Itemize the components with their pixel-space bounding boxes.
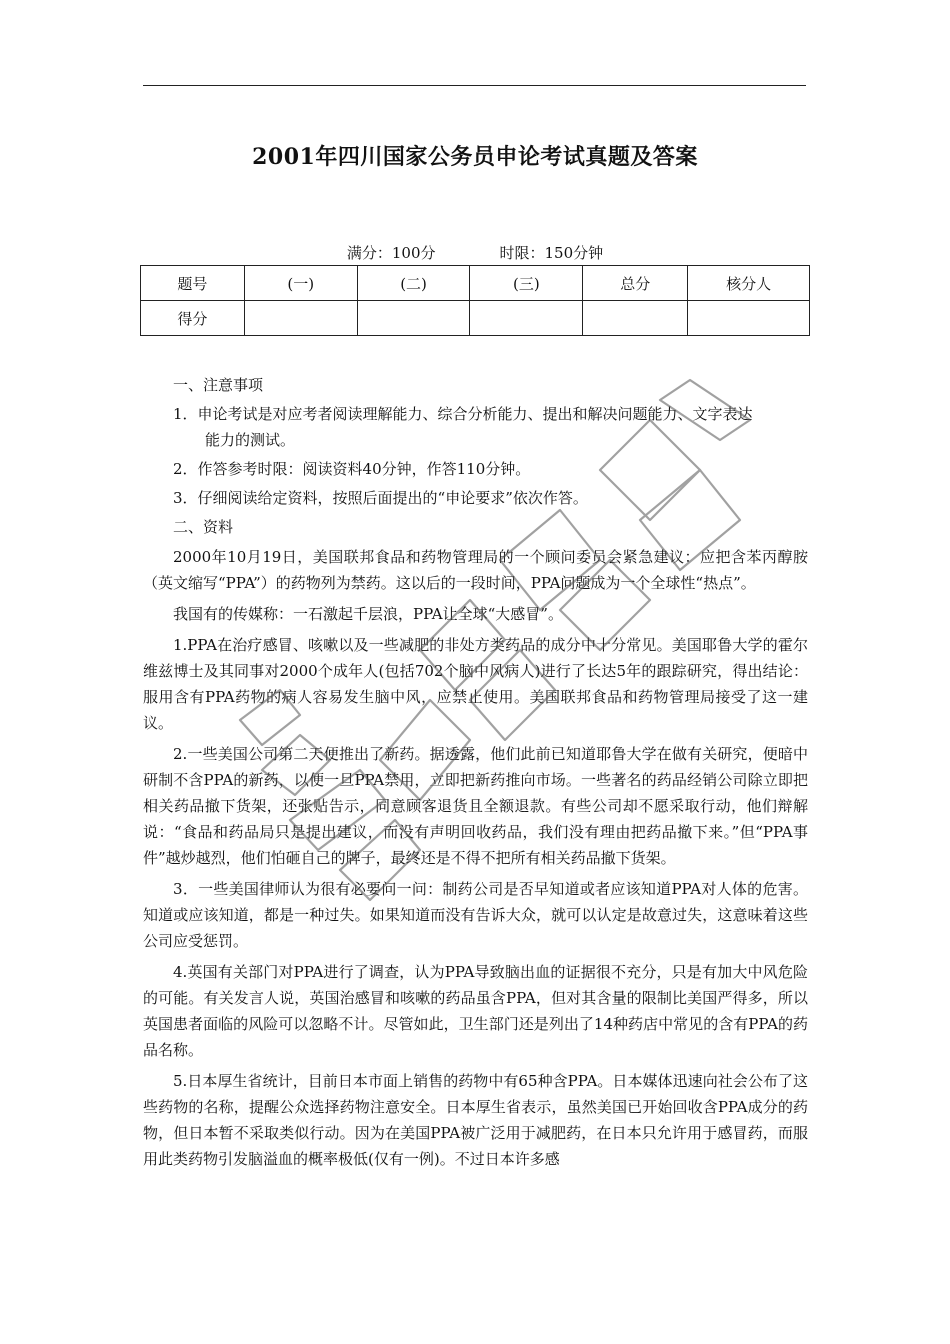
notes-heading: 一、注意事项 xyxy=(173,376,264,394)
score-cell-reviewer xyxy=(688,301,810,336)
material-heading: 二、资料 xyxy=(173,518,234,536)
header-part-3: (三) xyxy=(470,266,583,301)
score-cell-total xyxy=(583,301,688,336)
score-table xyxy=(140,265,810,336)
score-table-score-row xyxy=(141,301,810,336)
time-limit: 时限：150分钟 xyxy=(499,244,604,262)
header-total: 总分 xyxy=(583,266,688,301)
score-cell-2 xyxy=(357,301,470,336)
header-part-2: (二) xyxy=(357,266,470,301)
header-reviewer: 核分人 xyxy=(688,266,810,301)
material-paragraph-3: 3．一些美国律师认为很有必要问一问：制药公司是否早知道或者应该知道PPA对人体的危害。知道或应该知道，都是一种过失。如果知道而没有告诉大众，就可以认定是故意过失，这意味着这些公司应受惩罚。 xyxy=(143,880,808,950)
material-paragraph-4: 4.英国有关部门对PPA进行了调查，认为PPA导致脑出血的证据很不充分，只是有加大中风危险的可能。有关发言人说，英国治感冒和咳嗽的药品虽含PPA，但对其含量的限制比美国严得多，所以英国患者面临的风险可以忽略不计。尽管如此，卫生部门还是列出了14种药店中常见的含有PPA的药品名称。 xyxy=(143,963,808,1059)
note-item-1: 1．申论考试是对应考者阅读理解能力、综合分析能力、提出和解决问题能力、文字表达 xyxy=(173,405,753,423)
material-paragraph-media: 我国有的传媒称：一石激起千层浪，PPA让全球“大感冒”。 xyxy=(173,605,563,623)
score-cell-3 xyxy=(470,301,583,336)
note-item-1-cont: 能力的测试。 xyxy=(205,431,296,449)
material-paragraph-intro: 2000年10月19日，美国联邦食品和药物管理局的一个顾问委员会紧急建议：应把含苯丙醇胺（英文缩写“PPA”）的药物列为禁药。这以后的一段时间，PPA问题成为一个全球性“热点”。 xyxy=(143,548,808,592)
page-title: 2001年四川国家公务员申论考试真题及答案 xyxy=(252,144,698,170)
material-paragraph-2: 2.一些美国公司第二天便推出了新药。据透露，他们此前已知道耶鲁大学在做有关研究，便暗中研制不含PPA的新药，以便一旦PPA禁用，立即把新药推向市场。一些著名的药品经销公司除立即把相关药品撤下货架，还张贴告示，同意顾客退货且全额退款。有些公司却不愿采取行动，他们辩解说：“食品和药品局只是提出建议，而没有声明回收药品，我们没有理由把药品撤下来。”但“PPA事件”越炒越烈，他们怕砸自己的牌子，最终还是不得不把所有相关药品撤下货架。 xyxy=(143,745,808,867)
header-question-no: 题号 xyxy=(141,266,245,301)
note-item-2: 2．作答参考时限：阅读资料40分钟，作答110分钟。 xyxy=(173,460,531,478)
material-paragraph-1: 1.PPA在治疗感冒、咳嗽以及一些减肥的非处方类药品的成分中十分常见。美国耶鲁大学的霍尔维兹博士及其同事对2000个成年人(包括702个脑中风病人)进行了长达5年的跟踪研究，得出结论：服用含有PPA药物的病人容易发生脑中风，应禁止使用。美国联邦食品和药物管理局接受了这一建议。 xyxy=(143,636,808,732)
full-score: 满分：100分 xyxy=(346,244,436,262)
document-body xyxy=(143,372,808,1172)
material-paragraph-5: 5.日本厚生省统计，目前日本市面上销售的药物中有65种含PPA。日本媒体迅速向社会公布了这些药物的名称，提醒公众选择药物注意安全。日本厚生省表示，虽然美国已开始回收含PPA成分的药物，但日本暂不采取类似行动。因为在美国PPA被广泛用于减肥药，在日本只允许用于感冒药，而服用此类药物引发脑溢血的概率极低(仅有一例)。不过日本许多感 xyxy=(143,1072,808,1168)
score-table-header-row xyxy=(141,266,810,301)
header-part-1: (一) xyxy=(244,266,357,301)
top-rule xyxy=(143,85,806,86)
exam-meta xyxy=(0,242,950,263)
note-item-3: 3．仔细阅读给定资料，按照后面提出的“申论要求”依次作答。 xyxy=(173,489,588,507)
score-cell-1 xyxy=(244,301,357,336)
row-label-score: 得分 xyxy=(141,301,245,336)
